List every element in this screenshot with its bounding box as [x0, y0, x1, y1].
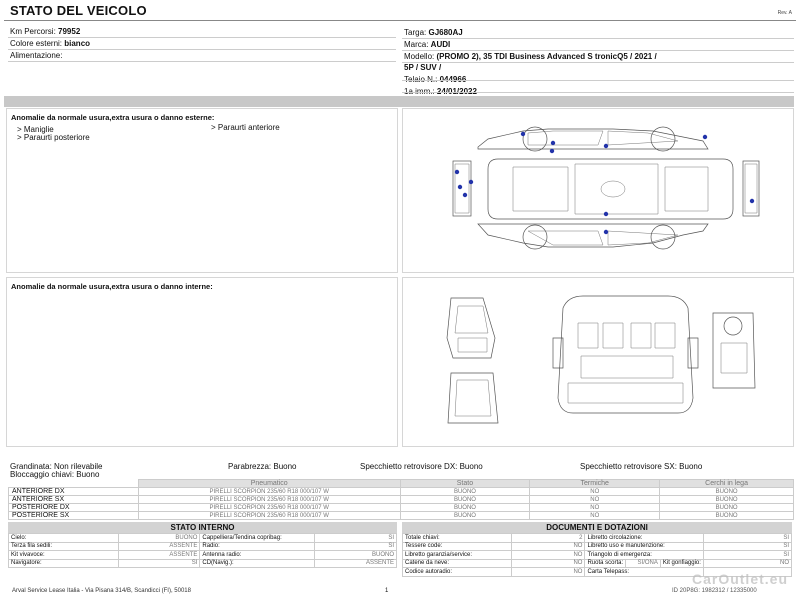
header-termiche: Termiche [530, 480, 660, 488]
tyres-table [8, 479, 794, 520]
stato-interno-table [8, 533, 397, 568]
external-damage-panel [6, 108, 398, 273]
header-cerchi: Cerchi in lega [660, 480, 794, 488]
tyres-header-row [9, 480, 794, 488]
cabin-plan [553, 296, 698, 413]
dashboard-view [713, 313, 755, 388]
external-damage-title: Anomalie da normale usura,extra usura o danno esterne: [11, 113, 215, 122]
info-km: Km Percorsi: 79952 [10, 27, 81, 36]
damage-marker [750, 199, 754, 203]
trunk-view [448, 373, 498, 423]
info-modello-cont: 5P / SUV / [404, 63, 442, 73]
table-row: Codice autoradio: NO Carta Telepass: [403, 568, 792, 577]
watermark-logo: CarOutlet.eu [691, 571, 788, 587]
damage-marker [521, 132, 525, 136]
vehicle-info-left [10, 26, 390, 62]
table-row: Libretto garanzia/service: NO Triangolo di emergenza: SI [403, 551, 792, 560]
rule [8, 37, 396, 38]
damage-marker [469, 180, 473, 184]
external-diagram-panel [402, 108, 794, 273]
car-exterior-diagram [403, 109, 793, 272]
header-divider [4, 20, 796, 21]
damage-marker [458, 185, 462, 189]
rule [402, 38, 794, 39]
table-row: POSTERIORE SX PIRELLI SCORPION 235/60 R18 000/107 W BUONO NO BUONO [9, 512, 794, 520]
table-row: ANTERIORE DX PIRELLI SCORPION 235/60 R18 000/107 W BUONO NO BUONO [9, 488, 794, 496]
damage-marker [703, 135, 707, 139]
car-interior-diagram [403, 278, 793, 446]
car-plan-view [453, 159, 759, 219]
table-row: Cielo: BUONO Cappelliera/Tendina copribag: SI [9, 534, 397, 543]
table-row: Totale chiavi: 2 Libretto circolazione: SI [403, 534, 792, 543]
damage-item: > Paraurti posteriore [17, 133, 90, 142]
rule [402, 92, 794, 93]
table-row: Navigatore: SI CD(Navig.): ASSENTE [9, 559, 397, 568]
colore-value: bianco [64, 39, 91, 48]
km-value: 79952 [58, 27, 81, 36]
revision-label: Rev. A [777, 10, 792, 16]
footer-company: Arval Service Lease Italia - Via Pisana 314/B, Scandicci (FI), 50018 [12, 588, 191, 594]
internal-diagram-panel [402, 277, 794, 447]
table-row: POSTERIORE DX PIRELLI SCORPION 235/60 R18 000/107 W BUONO NO BUONO [9, 504, 794, 512]
table-row: Catene da neve: NO Ruota scorta: SI/ONA Kit gonfiaggio: NO [403, 559, 792, 568]
rule [402, 80, 794, 81]
info-marca: Marca: AUDI [404, 39, 451, 49]
info-targa: Targa: GJ680AJ [404, 28, 463, 37]
damage-marker [551, 141, 555, 145]
table-row: Kit vivavoce: ASSENTE Antenna radio: BUONO [9, 551, 397, 560]
table-row: Terza fila sedili: ASSENTE Radio: SI [9, 542, 397, 551]
rule [8, 61, 396, 62]
documenti-title: DOCUMENTI E DOTAZIONI [402, 522, 792, 533]
internal-damage-title: Anomalie da normale usura,extra usura o danno interne: [11, 282, 213, 291]
grandinata: Grandinata: Non rilevabile [10, 462, 103, 471]
info-alimentazione: Alimentazione: [10, 51, 63, 60]
specchietto-dx: Specchietto retrovisore DX: Buono [360, 462, 483, 471]
damage-marker [455, 170, 459, 174]
stato-interno-title: STATO INTERNO [8, 522, 397, 533]
rule [402, 50, 794, 51]
rule [402, 62, 794, 63]
section-bar [4, 96, 794, 107]
damage-marker [463, 193, 467, 197]
header-stato: Stato [400, 480, 530, 488]
specchietto-sx: Specchietto retrovisore SX: Buono [580, 462, 703, 471]
documenti-table [402, 533, 792, 577]
seat-front-view [447, 298, 495, 358]
footer-page-number: 1 [385, 588, 389, 594]
page-title: STATO DEL VEICOLO [10, 3, 147, 18]
damage-item: > Maniglie [17, 125, 54, 134]
table-row: Tessere code: NO Libretto uso e manutenzione: SI [403, 542, 792, 551]
damage-marker [604, 144, 608, 148]
rule [8, 49, 396, 50]
damage-marker [604, 230, 608, 234]
car-side-view-bottom [478, 224, 708, 249]
external-damage-list-2 [211, 124, 280, 132]
parabrezza: Parabrezza: Buono [228, 462, 297, 471]
footer-doc-id: ID 20P8G: 1982312 / 12335000 [672, 588, 757, 594]
table-row: ANTERIORE SX PIRELLI SCORPION 235/60 R18 000/107 W BUONO NO BUONO [9, 496, 794, 504]
info-modello: Modello: (PROMO 2), 35 TDI Business Advanced S tronicQ5 / 2021 / [404, 51, 657, 61]
internal-damage-panel [6, 277, 398, 447]
bloccaggio-chiavi: Bloccaggio chiavi: Buono [10, 470, 100, 479]
info-colore: Colore esterni: bianco [10, 39, 91, 48]
damage-item: > Paraurti anteriore [211, 123, 280, 132]
car-side-view-top [478, 127, 708, 151]
damage-marker [550, 149, 554, 153]
external-damage-list-1 [17, 126, 90, 142]
damage-marker [604, 212, 608, 216]
header-pneumatico: Pneumatico [138, 480, 400, 488]
